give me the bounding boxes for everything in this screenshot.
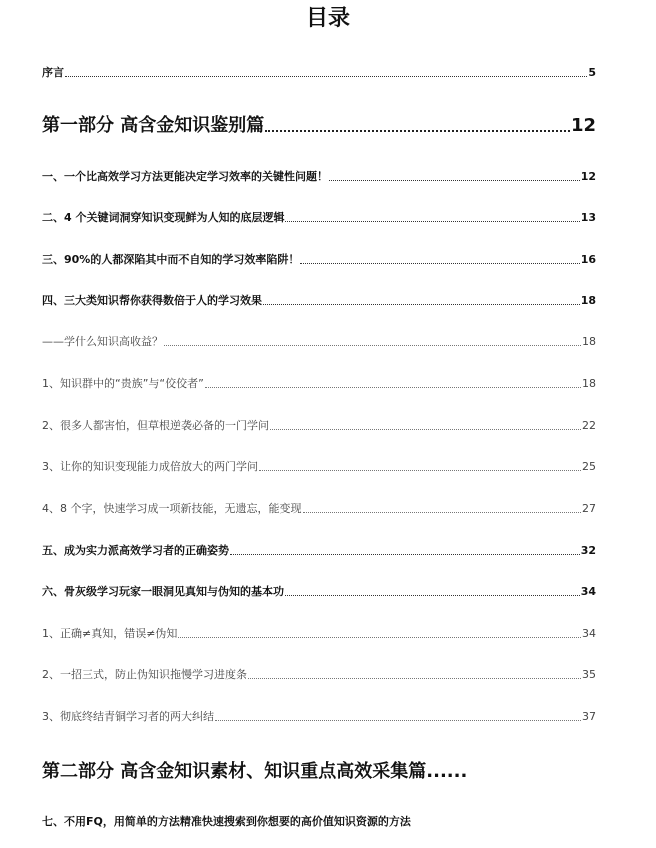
toc-page-number: 27 [582, 502, 596, 515]
toc-entry-label: 二、4 个关键词洞穿知识变现鲜为人知的底层逻辑 [42, 211, 285, 224]
toc-page-number: 32 [580, 544, 596, 557]
toc-page-number: 25 [582, 460, 596, 473]
dot-leader [303, 512, 582, 513]
toc-entry-label: 3、让你的知识变现能力成倍放大的两门学问 [42, 460, 258, 473]
toc-entry-label: 三、90%的人都深陷其中而不自知的学习效率陷阱！ [42, 253, 300, 266]
toc-entry-label: 一、一个比高效学习方法更能决定学习效率的关键性问题！ [42, 170, 328, 183]
toc-entry-label: 4、8 个字，快速学习成一项新技能，无遗忘，能变现 [42, 502, 302, 515]
toc-page-number: 35 [582, 668, 596, 681]
toc-entry-label: 第二部分 高含金知识素材、知识重点高效采集篇...... [42, 761, 468, 782]
dot-leader [270, 429, 581, 430]
dot-leader [230, 554, 580, 555]
dot-leader [285, 221, 579, 222]
toc-entry-section-4-2[interactable] [42, 418, 596, 434]
toc-entry-label: 1、知识群中的“贵族”与“佼佼者” [42, 377, 204, 390]
toc-entry-chapter-6[interactable] [42, 584, 596, 600]
toc-entry-label: 七、不用FQ，用简单的方法精准快速搜索到你想要的高价值知识资源的方法 [42, 815, 411, 828]
dot-leader [263, 304, 580, 305]
dot-leader [205, 387, 581, 388]
dot-leader [300, 263, 579, 264]
dot-leader [164, 345, 581, 346]
toc-entry-part-one[interactable] [42, 114, 596, 138]
toc-entry-label: 3、彻底终结青铜学习者的两大纠结 [42, 710, 214, 723]
toc-page-number: 12 [580, 170, 596, 183]
toc-title: 目录 [305, 6, 350, 31]
toc-entry-section-4-4[interactable] [42, 501, 596, 517]
toc-page-number: 18 [582, 377, 596, 390]
dot-leader [215, 720, 581, 721]
toc-entry-chapter-4-subtitle[interactable] [42, 334, 596, 350]
toc-entry-section-4-3[interactable] [42, 459, 596, 475]
toc-entry-chapter-4[interactable] [42, 293, 596, 309]
toc-page-number: 22 [582, 419, 596, 432]
toc-entry-label: ——学什么知识高收益？ [42, 335, 163, 348]
toc-entry-section-6-3[interactable] [42, 709, 596, 725]
toc-page-number: 16 [580, 253, 596, 266]
toc-entry-label: 2、很多人都害怕，但草根逆袭必备的一门学问 [42, 419, 269, 432]
toc-entry-chapter-3[interactable] [42, 252, 596, 268]
toc-entry-chapter-1[interactable] [42, 169, 596, 185]
toc-page-number: 34 [580, 585, 596, 598]
toc-entry-label: 六、骨灰级学习玩家一眼洞见真知与伪知的基本功 [42, 585, 284, 598]
toc-entry-preface[interactable] [42, 65, 596, 81]
toc-page-number: 18 [582, 335, 596, 348]
toc-entry-section-4-1[interactable] [42, 376, 596, 392]
dot-leader [65, 76, 587, 77]
toc-page-number: 5 [588, 66, 596, 79]
toc-page-number: 37 [582, 710, 596, 723]
toc-entry-part-two[interactable] [42, 760, 467, 784]
toc-entry-chapter-2[interactable] [42, 210, 596, 226]
toc-entry-label: 四、三大类知识帮你获得数倍于人的学习效果 [42, 294, 262, 307]
dot-leader [178, 637, 581, 638]
toc-entry-label: 五、成为实力派高效学习者的正确姿势 [42, 544, 229, 557]
toc-page-number: 13 [580, 211, 596, 224]
toc-entry-label: 第一部分 高含金知识鉴别篇 [42, 115, 265, 136]
toc-entry-section-6-2[interactable] [42, 667, 596, 683]
dot-leader [329, 180, 580, 181]
toc-entry-chapter-7[interactable] [42, 814, 411, 830]
dot-leader [265, 130, 570, 132]
toc-entry-chapter-5[interactable] [42, 543, 596, 559]
toc-page-number: 12 [570, 115, 596, 136]
dot-leader [285, 595, 580, 596]
dot-leader [248, 678, 581, 679]
toc-entry-label: 序言 [42, 66, 64, 79]
toc-entry-section-6-1[interactable] [42, 626, 596, 642]
dot-leader [259, 470, 581, 471]
toc-entry-label: 2、一招三式，防止伪知识拖慢学习进度条 [42, 668, 247, 681]
toc-page-number: 18 [580, 294, 596, 307]
toc-page-number: 34 [582, 627, 596, 640]
toc-entry-label: 1、正确≠真知，错误≠伪知 [42, 627, 178, 640]
